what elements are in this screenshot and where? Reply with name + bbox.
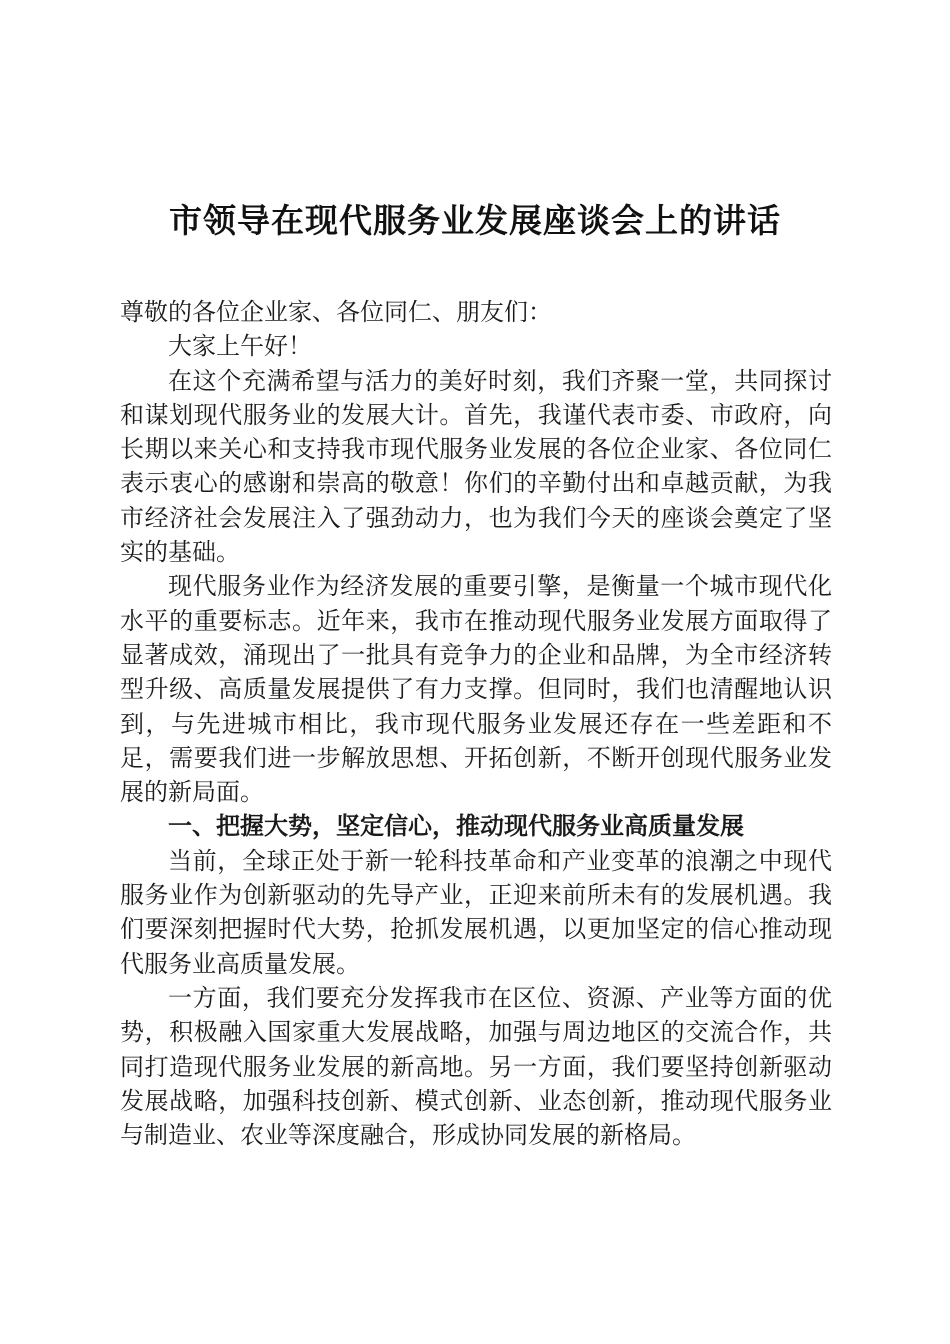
section1-paragraph: 一方面，我们要充分发挥我市在区位、资源、产业等方面的优势，积极融入国家重大发展战略，加强与周边地区的交流合作，共同打造现代服务业发展的新高地。另一方面，我们要坚持创新驱动发展战略，加强科技创新、模式创新、业态创新，推动现代服务业与制造业、农业等深度融合，形成协同发展的新格局。: [120, 983, 832, 1150]
salutation: 尊敬的各位企业家、各位同仁、朋友们：: [120, 298, 552, 326]
document-title: 市领导在现代服务业发展座谈会上的讲话: [169, 201, 781, 240]
section-heading-1: 一、把握大势，坚定信心，推动现代服务业高质量发展: [168, 812, 744, 841]
greeting: 大家上午好！: [168, 332, 312, 361]
section1-paragraph: 当前，全球正处于新一轮科技革命和产业变革的浪潮之中现代服务业作为创新驱动的先导产业，正迎来前所未有的发展机遇。我们要深刻把握时代大势，抢抓发展机遇，以更加坚定的信心推动现代服务业高质量发展。: [120, 846, 832, 978]
document-body: [120, 295, 832, 1152]
paragraph-background: 现代服务业作为经济发展的重要引擎，是衡量一个城市现代化水平的重要标志。近年来，我市在推动现代服务业发展方面取得了显著成效，涌现出了一批具有竞争力的企业和品牌，为全市经济转型升级、高质量发展提供了有力支撑。但同时，我们也清醒地认识到，与先进城市相比，我市现代服务业发展还存在一些差距和不足，需要我们进一步解放思想、开拓创新，不断开创现代服务业发展的新局面。: [120, 572, 832, 807]
paragraph-opening: 在这个充满希望与活力的美好时刻，我们齐聚一堂，共同探讨和谋划现代服务业的发展大计。首先，我谨代表市委、市政府，向长期以来关心和支持我市现代服务业发展的各位企业家、各位同仁表示衷心的感谢和崇高的敬意！你们的辛勤付出和卓越贡献，为我市经济社会发展注入了强劲动力，也为我们今天的座谈会奠定了坚实的基础。: [120, 366, 832, 567]
